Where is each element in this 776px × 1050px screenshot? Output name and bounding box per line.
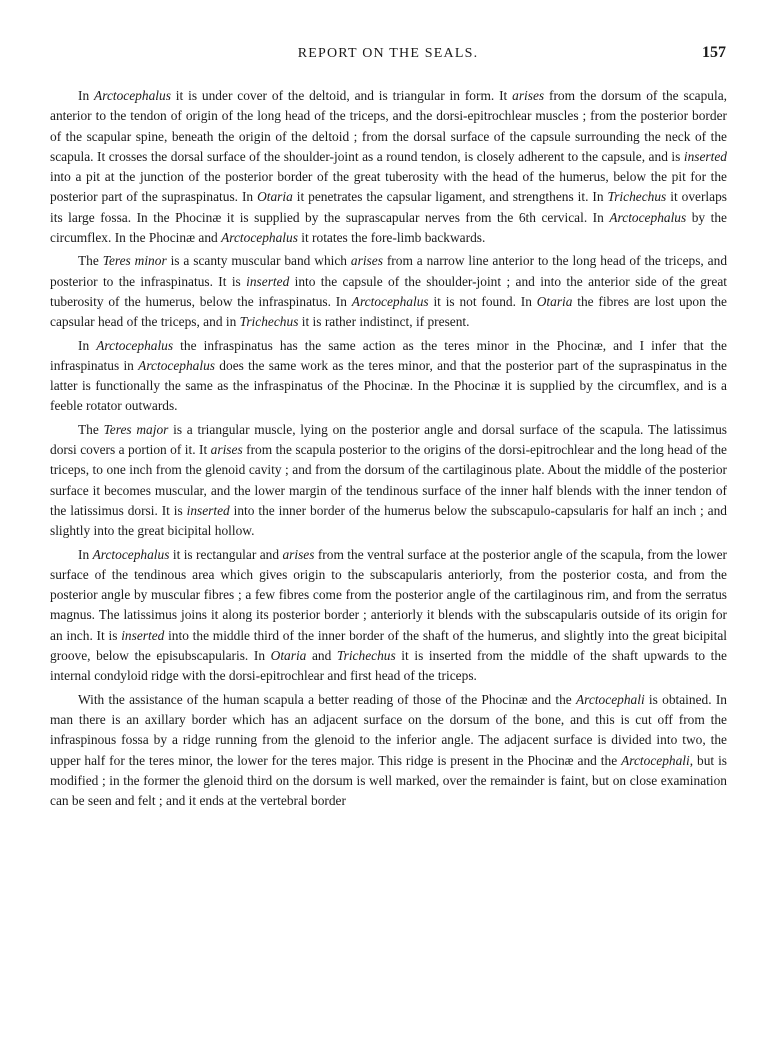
italic-term: Trichechus [336, 648, 396, 664]
text-run: from the ventral surface at the posterior angle of the scapula, from the lower surface of the tendinous area which gives origin to the subscapularis anteriorly, from the posterior costa, and from the posterior angle by muscular fibres ; a few fibres come from the posterior angle of the cartilaginous rim, and from the serratus magnus. The latissimus joins it along its posterior border ; anteriorly it blends with the subscapularis outside of its origin for an inch. It is [50, 546, 727, 643]
italic-term: Trichechus [607, 189, 667, 205]
italic-term: arises [210, 442, 243, 458]
text-run: The [78, 421, 104, 437]
body-text [50, 86, 727, 814]
paragraph-infraspinatus-action [50, 336, 727, 417]
text-run: In [78, 337, 97, 353]
text-run: from a narrow line anterior to the long head of the triceps, and posterior to the infraspinatus. It is [50, 253, 728, 289]
italic-term: inserted [121, 627, 165, 643]
paragraph-teres-major [50, 420, 727, 542]
text-run: With the assistance of the human scapula a better reading of those of the Phocinæ and the [78, 691, 576, 707]
italic-term: Arctocephalus [609, 209, 687, 225]
paragraph-teres-minor [50, 251, 727, 332]
running-title: REPORT ON THE SEALS. [297, 46, 479, 61]
italic-term: Arctocephalus [221, 230, 298, 246]
text-run: from the dorsum of the scapula, anterior to the tendon of origin of the long head of the triceps, and the dorsi-epitrochlear muscles ; from the posterior border of the scapular spine, beneath the origin of the deltoid ; from the dorsal surface of the capsule surrounding the neck of the scapula. It crosses the dorsal surface of the shoulder-joint as a round tendon, is closely adherent to the capsule, and is [50, 88, 727, 164]
page-header [50, 44, 726, 66]
italic-term: inserted [186, 502, 230, 518]
text-run: into the middle third of the inner border of the shaft of the humerus, and slightly into the great bicipital groove, below the episubscapularis. In [50, 627, 727, 664]
paragraph-teres-major-arctocephalus [50, 545, 727, 687]
italic-term: Teres major [103, 421, 169, 437]
text-run: the infraspinatus has the same action as the teres minor in the Phocinæ, and I infer that the infraspinatus in [50, 337, 727, 373]
text-run: is a triangular muscle, lying on the posterior angle and dorsal surface of the scapula. The latissimus dorsi covers a portion of it. It [50, 421, 728, 458]
text-run: the fibres are lost upon the capsular head of the triceps, and in [50, 293, 727, 330]
italic-term: Otaria [536, 293, 573, 309]
text-run: is a scanty muscular band which [166, 253, 351, 269]
paragraph-human-scapula-comparison [50, 690, 727, 812]
text-run: into a pit at the junction of the posterior border of the great tuberosity with the head of the humerus, below the pit for the posterior part of the supraspinatus. In [50, 169, 727, 205]
italic-term: arises [282, 546, 315, 562]
italic-term: arises [512, 88, 545, 103]
text-run: by the circumflex. In the Phocinæ and [50, 209, 727, 246]
text-run: it is rectangular and [169, 546, 283, 562]
text-run: it rotates the fore-limb backwards. [297, 230, 486, 246]
text-run: In [78, 88, 95, 103]
text-run: is obtained. In man there is an axillary border which has an adjacent surface on the dorsum of the bone, and this is cut off from the infraspinous fossa by a ridge running from the glenoid to the inferior angle. The adjacent surface is divided into two, the upper half for the teres minor, the lower for the teres major. This ridge is present in the Phocinæ and the [50, 691, 727, 768]
text-run: it is not found. In [428, 293, 537, 309]
text-run: it is under cover of the deltoid, and is triangular in form. It [170, 88, 513, 103]
paragraph-infraspinatus-arctocephalus [50, 86, 727, 248]
italic-term: Arctocephalus [92, 546, 170, 562]
text-run: it is rather indistinct, if present. [298, 314, 470, 330]
text-run: The [78, 253, 103, 269]
italic-term: Arctocephali [576, 691, 645, 707]
text-run: it is inserted from the middle of the shaft upwards to the internal condyloid ridge with the dorsi-epitrochlear and first head of the triceps. [50, 648, 727, 684]
italic-term: Teres minor [102, 253, 167, 269]
italic-term: Arctocephalus [351, 293, 429, 309]
italic-term: Trichechus [239, 314, 299, 330]
text-run: does the same work as the teres minor, and that the posterior part of the supraspinatus in the latter is functionally the same as the infraspinatus of the Phocinæ. In the Phocinæ it is supplied by the circumflex, and is a feeble rotator outwards. [50, 357, 727, 414]
text-run: into the inner border of the humerus below the subscapulo-capsularis for half an inch ; and slightly into the great bicipital hollow. [50, 502, 727, 539]
italic-term: Otaria [257, 189, 293, 205]
italic-term: Arctocephalus [138, 357, 216, 373]
text-run: and [306, 648, 337, 664]
text-run: it penetrates the capsular ligament, and strengthens it. In [292, 189, 608, 205]
italic-term: Arctocephali [621, 752, 690, 768]
text-run: from the scapula posterior to the origins of the dorsi-epitrochlear and the long head of the triceps, to one inch from the glenoid cavity ; and from the dorsum of the cartilaginous plate. About the middle of the posterior surface it becomes muscular, and the lower margin of the tendinous surface of the inner half blends with the inner tendon of the latissimus dorsi. It is [50, 442, 727, 518]
italic-term: inserted [246, 273, 290, 289]
page-number: 157 [702, 44, 726, 61]
text-run: , but is modified ; in the former the glenoid third on the dorsum is well marked, over the remainder is faint, but on close examination can be seen and felt ; and it ends at the vertebral border [50, 752, 727, 809]
italic-term: arises [350, 253, 383, 269]
text-run: In [78, 546, 93, 562]
italic-term: Otaria [270, 648, 307, 664]
italic-term: Arctocephalus [96, 337, 174, 353]
text-run: into the capsule of the shoulder-joint ; and into the anterior side of the great tuberosity of the humerus, below the infraspinatus. In [50, 273, 727, 309]
text-run: it overlaps its large fossa. In the Phocinæ it is supplied by the suprascapular nerves from the 6th cervical. In [50, 189, 727, 225]
italic-term: Arctocephalus [94, 88, 171, 103]
italic-term: inserted [683, 148, 727, 164]
